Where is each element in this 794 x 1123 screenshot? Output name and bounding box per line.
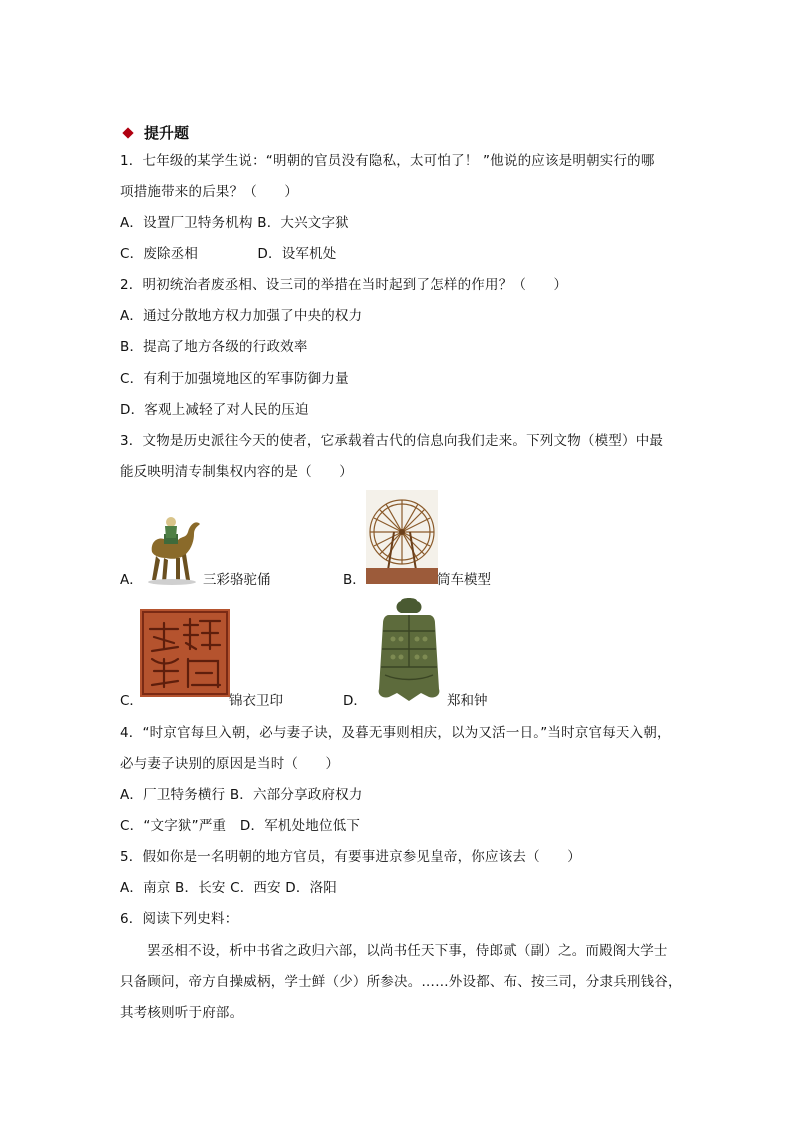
- q3-option-d-letter: D．: [343, 693, 367, 709]
- q1-line-1: 1．七年级的某学生说：“明朝的官员没有隐私，太可怕了！ ”他说的应该是明朝实行的哪: [120, 153, 655, 169]
- q3-option-a-name: 三彩骆驼俑: [203, 572, 271, 588]
- bronze-bell-icon: [371, 597, 447, 703]
- section-heading: [122, 122, 189, 143]
- diamond-bullet-icon: [122, 127, 133, 138]
- seal-icon: [140, 609, 230, 697]
- q2-option-c: C．有利于加强境地区的军事防御力量: [120, 371, 349, 387]
- q6-passage-line-2: 只备顾问，帝方自操威柄，学士鲜（少）所参决。……外设都、布、按三司，分隶兵刑钱谷，: [120, 974, 682, 990]
- q3-line-1: 3．文物是历史派往今天的使者，它承载着古代的信息向我们走来。下列文物（模型）中最: [120, 433, 664, 449]
- q6-passage-line-1: 罢丞相不设，析中书省之政归六部，以尚书任天下事，侍郎贰（副）之。而殿阁大学士: [147, 943, 668, 959]
- q5-options: A．南京 B．长安 C．西安 D．洛阳: [120, 880, 337, 896]
- q6-passage-line-3: 其考核则听于府部。: [120, 1005, 244, 1021]
- q1-options-cd: C．废除丞相 D．设军机处: [120, 246, 337, 262]
- q5-stem: 5．假如你是一名明朝的地方官员，有要事进京参见皇帝，你应该去（ ）: [120, 849, 581, 865]
- q1-options-ab: A．设置厂卫特务机构 B．大兴文字狱: [120, 215, 349, 231]
- q3-option-a-letter: A．: [120, 572, 143, 588]
- camel-figurine-icon: [138, 510, 204, 586]
- q3-option-c-letter: C．: [120, 693, 143, 709]
- q3-option-b-name: 筒车模型: [437, 572, 491, 588]
- q4-options-cd: C．“文字狱”严重 D．军机处地位低下: [120, 818, 361, 834]
- section-title: 提升题: [144, 124, 190, 142]
- q2-stem: 2．明初统治者废丞相、设三司的举措在当时起到了怎样的作用？（ ）: [120, 277, 568, 293]
- q3-option-c-name: 锦衣卫印: [229, 693, 283, 709]
- q4-options-ab: A．厂卫特务横行 B．六部分享政府权力: [120, 787, 363, 803]
- q6-stem: 6．阅读下列史料：: [120, 911, 239, 927]
- q4-line-2: 必与妻子诀别的原因是当时（ ）: [120, 756, 340, 772]
- q1-line-2: 项措施带来的后果？（ ）: [120, 184, 299, 200]
- q3-line-2: 能反映明清专制集权内容的是（ ）: [120, 464, 353, 480]
- water-wheel-icon: [366, 490, 438, 584]
- q3-option-d-name: 郑和钟: [447, 693, 488, 709]
- q4-line-1: 4．“时京官每旦入朝，必与妻子诀，及暮无事则相庆，以为又活一日。”当时京官每天入朝，: [120, 725, 671, 741]
- q2-option-a: A．通过分散地方权力加强了中央的权力: [120, 308, 363, 324]
- q2-option-d: D．客观上减轻了对人民的压迫: [120, 402, 309, 418]
- q2-option-b: B．提高了地方各级的行政效率: [120, 339, 308, 355]
- q3-option-b-letter: B．: [343, 572, 366, 588]
